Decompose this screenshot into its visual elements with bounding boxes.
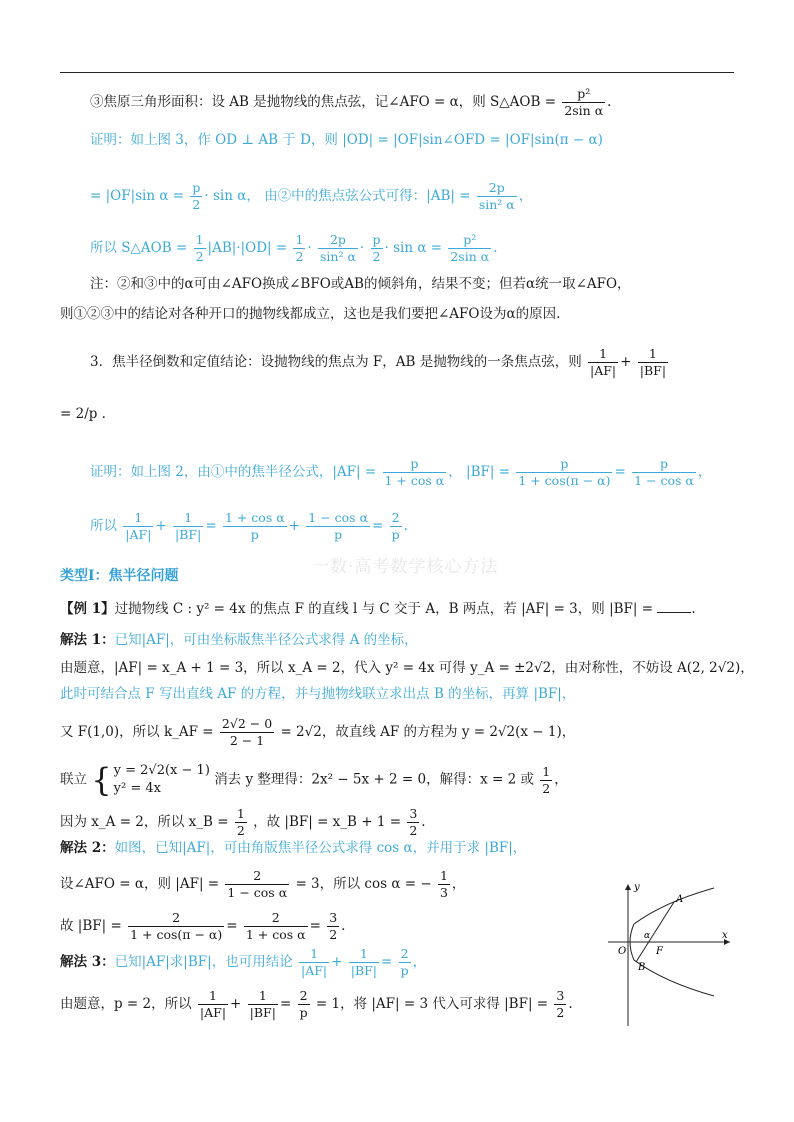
conclusion-3-text: 3．焦半径倒数和定值结论：设抛物线的焦点为 F，AB 是抛物线的一条焦点弦，则 $\frac{1}{|AF|}$ + $\frac{1}{|BF|}$ — [90, 346, 667, 378]
point-a-label: A — [676, 894, 684, 905]
type-1-header: 类型Ⅰ：焦半径问题 — [60, 568, 179, 584]
solution-1-line-3: 此时可结合点 F 写出直线 AF 的方程，并与抛物线联立求出点 B 的坐标，再算 |BF|， — [60, 686, 576, 702]
area-intro: ③焦原三角形面积：设 AB 是抛物线的焦点弦，记∠AFO = α，则 S△AOB = — [90, 94, 561, 110]
example-1: 【例 1】过抛物线 C : y² = 4x 的焦点 F 的直线 l 与 C 交于 A，B 两点，若 |AF| = 3，则 |BF| = . — [60, 598, 696, 619]
note-line-2: 则①②③中的结论对各种开口的抛物线都成立，这也是我们要把∠AFO设为α的原因. — [60, 306, 561, 322]
area-proof-line-1: 证明：如上图 3，作 OD ⊥ AB 于 D，则 |OD| = |OF|sin∠OFD = |OF|sin(π − α) — [90, 132, 603, 148]
note-line-1: 注：②和③中的α可由∠AFO换成∠BFO或AB的倾斜角，结果不变；但若α统一取∠AFO， — [90, 276, 631, 292]
conclusion-3-result: = 2/p . — [60, 406, 106, 422]
area-proof-line-2: = |OF|sin α = $\frac{p}{2}$ · sin α， 由②中的焦点弦公式可得：|AB| = $\frac{2p}{\text{sin² α}}$ ， — [90, 180, 533, 212]
y-label: y — [634, 882, 640, 893]
solution-3-line-2: 由题意，p = 2，所以 $\frac{1}{|AF|}$ + $\frac{1}{|BF|}$ = $\frac{2}{p}$ = 1，将 |AF| = 3 代入可求得 |BF| = $\frac{3}{2}$ . — [60, 988, 573, 1020]
area-statement: ③焦原三角形面积：设 AB 是抛物线的焦点弦，记∠AFO = α，则 S△AOB = $\frac{\text{p²}}{\text{2sin α}}$ . — [90, 86, 612, 118]
conclusion-3-proof-2: 所以 $\frac{1}{|AF|}$ + $\frac{1}{|BF|}$ = $\frac{\text{1 + cos α}}{p}$ + $\frac{\text{1 − cos α}}{p}$ = $\frac{2}{p}$ . — [90, 510, 408, 542]
watermark: 一数·高考数学核心方法 — [312, 557, 499, 577]
solution-1-line-2: 由题意，|AF| = x_A + 1 = 3，所以 x_A = 2，代入 y² = 4x 可得 y_A = ±2√2，由对称性，不妨设 A(2, 2√2)， — [60, 660, 754, 676]
area-proof-line-3: 所以 S△AOB = $\frac{1}{2}$ |AB|·|OD| = $\frac{1}{2}$ · $\frac{2p}{\text{sin² α}}$ · $\frac{p}{2}$ · sin α = $\frac{\text{p²}}{\text{2sin α}}$ . — [90, 232, 498, 264]
top-rule — [60, 72, 734, 73]
point-b-label: B — [638, 962, 646, 973]
solution-1-line-6: 因为 x_A = 2，所以 x_B = $\frac{1}{2}$ ，故 |BF| = x_B + 1 = $\frac{3}{2}$ . — [60, 806, 426, 838]
alpha-label: α — [644, 931, 651, 941]
area-fraction: $\frac{\text{p²}}{\text{2sin α}}$ — [564, 86, 604, 118]
focus-label: F — [656, 946, 663, 957]
answer-blank — [657, 598, 691, 613]
y-axis-arrow — [625, 884, 631, 890]
solution-1-line-4: 又 F(1,0)，所以 k_AF = $\frac{2√2 - 0}{2 - 1}$ = 2√2，故直线 AF 的方程为 y = 2√2(x − 1)， — [60, 716, 576, 748]
solution-2-hint: 解法 2：如图，已知|AF|，可由角版焦半径公式求得 cos α，并用于求 |BF|， — [60, 840, 527, 856]
origin-label: O — [618, 946, 627, 957]
solution-2-line-2: 设∠AFO = α，则 |AF| = $\frac{2}{\text{1 − cos α}}$ = 3，所以 cos α = − $\frac{1}{3}$ ， — [60, 868, 466, 900]
conclusion-3-proof-1: 证明：如上图 2，由①中的焦半径公式，|AF| = $\frac{p}{\text{1 + cos α}}$ ， |BF| = $\frac{p}{1 + \cos(\pi - \alpha)}$ = $\frac{p}{\text{1 − cos α}}$ ， — [90, 456, 712, 488]
solution-3-hint: 解法 3：已知|AF|求|BF|，也可用结论 $\frac{1}{|AF|}$ + $\frac{1}{|BF|}$ = $\frac{2}{p}$ ， — [60, 946, 427, 978]
parabola-diagram — [604, 880, 734, 1030]
solution-1-hint: 解法 1：已知|AF|，可由坐标版焦半径公式求得 A 的坐标， — [60, 632, 418, 648]
x-label: x — [722, 930, 728, 941]
solution-2-line-3: 故 |BF| = $\frac{2}{1 + \cos(\pi - \alpha)}$ = $\frac{2}{\text{1 + cos α}}$ = $\frac{3}{2}$ . — [60, 910, 346, 942]
solution-1-line-5: 联立 { y = 2√2(x − 1) y² = 4x 消去 y 整理得：2x² − 5x + 2 = 0，解得：x = 2 或 $\frac{1}{2}$ ， — [60, 761, 568, 799]
